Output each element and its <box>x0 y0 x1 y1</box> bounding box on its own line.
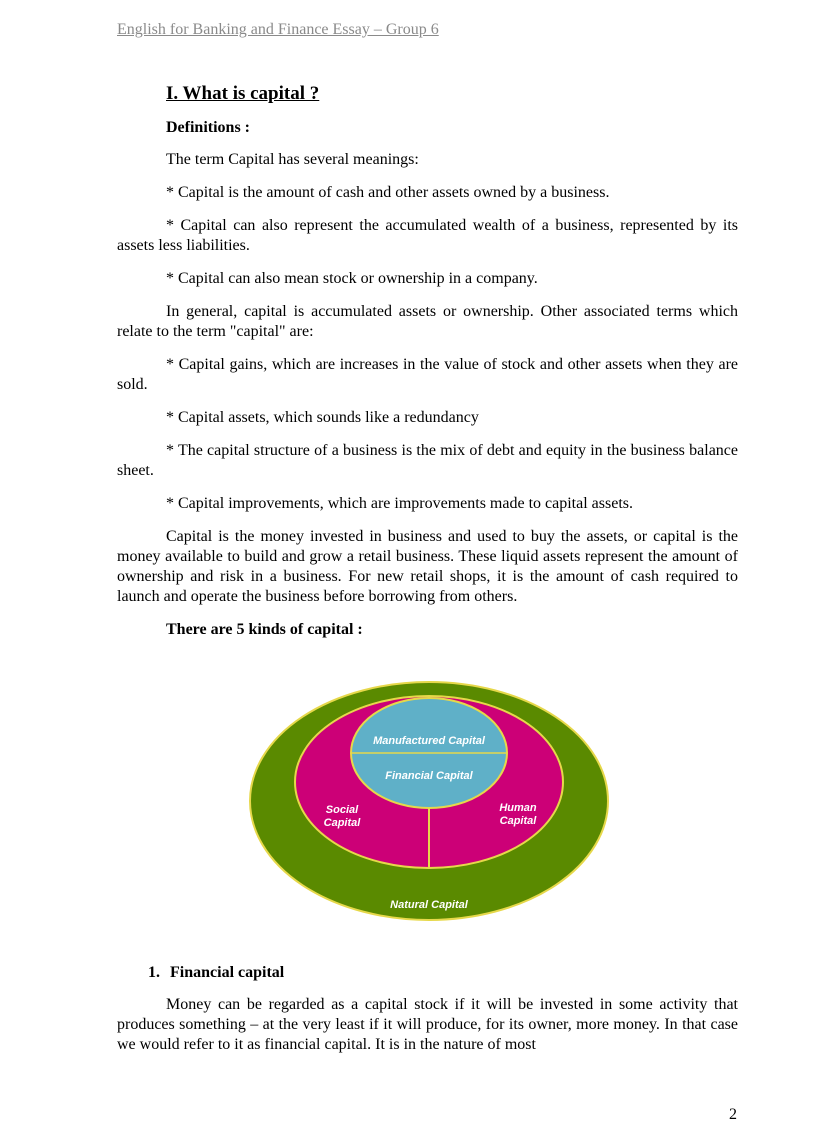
paragraph-financial-capital: Money can be regarded as a capital stock if it will be invested in some activity that produces something – at the very least if it will produce, for its owner, more money. In that case we would refer to it as financial capital. It is in the nature of most <box>117 996 738 1053</box>
paragraph-bullet-1: * Capital is the amount of cash and other assets owned by a business. <box>166 184 610 201</box>
label-manufactured-capital: Manufactured Capital <box>373 735 485 747</box>
paragraph-general: In general, capital is accumulated assets or ownership. Other associated terms which relate to the term "capital" are: <box>117 303 738 340</box>
page-content <box>117 82 738 1068</box>
kinds-label: There are 5 kinds of capital : <box>166 621 363 638</box>
five-capitals-diagram <box>117 652 738 948</box>
section-title: I. What is capital ? <box>166 83 320 104</box>
section-1-heading <box>148 963 738 983</box>
label-social-line2: Capital <box>323 817 361 829</box>
definitions-label: Definitions : <box>166 119 250 136</box>
page-number: 2 <box>729 1106 737 1123</box>
paragraph-bullet-2: * Capital can also represent the accumulated wealth of a business, represented by its assets less liabilities. <box>117 217 738 254</box>
paragraph-capital-assets: * Capital assets, which sounds like a redundancy <box>166 409 479 426</box>
section-1-number: 1. <box>148 964 160 981</box>
paragraph-bullet-3: * Capital can also mean stock or ownership in a company. <box>166 270 538 287</box>
paragraph-capital-gains: * Capital gains, which are increases in the value of stock and other assets when they are sold. <box>117 356 738 393</box>
label-natural-capital: Natural Capital <box>390 899 468 911</box>
section-1-title: Financial capital <box>170 964 285 981</box>
paragraph-capital-structure: * The capital structure of a business is the mix of debt and equity in the business balance sheet. <box>117 442 738 479</box>
label-social-line1: Social <box>325 804 359 816</box>
label-human-line1: Human <box>499 802 537 814</box>
paragraph-capital-money: Capital is the money invested in business and used to buy the assets, or capital is the money available to build and grow a retail business. These liquid assets represent the amount of ownership and risk in a business. For new retail shops, it is the amount of cash required to launch and operate the business before borrowing from others. <box>117 528 738 605</box>
label-financial-capital: Financial Capital <box>385 770 473 782</box>
label-human-line2: Capital <box>499 815 537 827</box>
paragraph-capital-improvements: * Capital improvements, which are improvements made to capital assets. <box>166 495 633 512</box>
paragraph-intro: The term Capital has several meanings: <box>166 151 419 168</box>
five-capitals-svg <box>117 652 738 948</box>
running-header: English for Banking and Finance Essay – Group 6 <box>117 21 439 38</box>
